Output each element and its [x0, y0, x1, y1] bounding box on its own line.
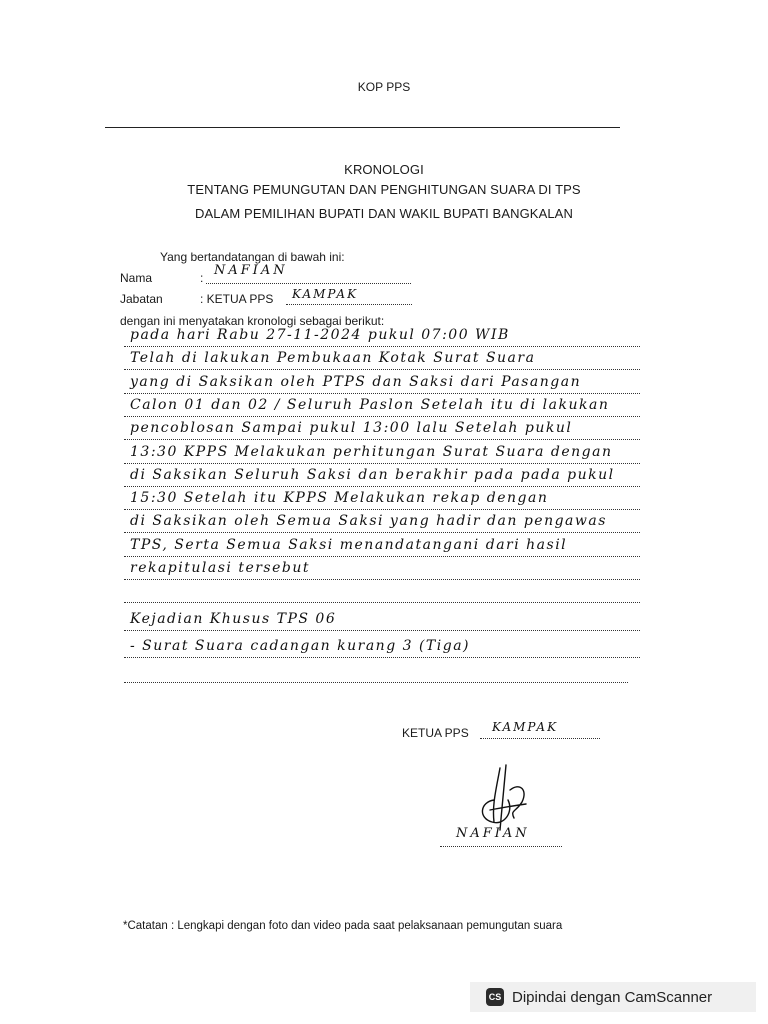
kronologi-dotted-line: [124, 509, 640, 510]
kronologi-dotted-line: [124, 393, 640, 394]
jabatan-prefix: : KETUA PPS: [200, 292, 274, 306]
kronologi-dotted-line: [124, 416, 640, 417]
kronologi-line: Calon 01 dan 02 / Seluruh Paslon Setelah itu di lakukan: [130, 396, 610, 413]
kronologi-dotted-line: [124, 682, 628, 683]
kronologi-line: pencoblosan Sampai pukul 13:00 lalu Setelah pukul: [130, 420, 573, 437]
camscanner-text: Dipindai dengan CamScanner: [512, 988, 713, 1006]
nama-handwritten: NAFIAN: [214, 263, 288, 278]
title-line-3: DALAM PEMILIHAN BUPATI DAN WAKIL BUPATI BANGKALAN: [195, 206, 573, 221]
signature-name-dotted-line: [440, 846, 562, 847]
kronologi-dotted-line: [124, 532, 640, 533]
jabatan-label: Jabatan: [120, 292, 163, 306]
jabatan-dotted-line: [286, 304, 412, 305]
kronologi-line: Telah di lakukan Pembukaan Kotak Surat Suara: [130, 350, 536, 367]
kronologi-dotted-line: [124, 463, 640, 464]
signature-name-handwritten: NAFIAN: [456, 826, 530, 841]
nama-dotted-line: [206, 283, 411, 284]
kronologi-dotted-line: [124, 602, 640, 603]
kronologi-line: rekapitulasi tersebut: [130, 560, 311, 576]
kronologi-dotted-line: [124, 346, 640, 347]
kronologi-line: Kejadian Khusus TPS 06: [130, 610, 337, 627]
title-line-2: TENTANG PEMUNGUTAN DAN PENGHITUNGAN SUARA DI TPS: [187, 182, 581, 197]
kronologi-line: pada hari Rabu 27-11-2024 pukul 07:00 WIB: [130, 327, 510, 343]
signature-label: KETUA PPS: [402, 726, 469, 740]
camscanner-watermark: [470, 982, 756, 1012]
signature-place-dotted-line: [480, 738, 600, 739]
kronologi-dotted-line: [124, 657, 640, 658]
kronologi-line: di Saksikan oleh Semua Saksi yang hadir dan pengawas: [130, 513, 607, 530]
kronologi-dotted-line: [124, 439, 640, 440]
kronologi-dotted-line: [124, 369, 640, 370]
intro-text: Yang bertandatangan di bawah ini:: [160, 250, 345, 264]
title-line-1: KRONOLOGI: [344, 162, 424, 177]
kronologi-dotted-line: [124, 556, 640, 557]
footnote: *Catatan : Lengkapi dengan foto dan video pada saat pelaksanaan pemungutan suara: [123, 920, 563, 932]
kronologi-line: TPS, Serta Semua Saksi menandatangani dari hasil: [130, 536, 568, 553]
kronologi-line: - Surat Suara cadangan kurang 3 (Tiga): [130, 637, 471, 654]
header-divider: [105, 127, 620, 128]
statement-text: dengan ini menyatakan kronologi sebagai berikut:: [120, 314, 385, 328]
kronologi-dotted-line: [124, 630, 640, 631]
kronologi-dotted-line: [124, 579, 640, 580]
camscanner-icon: CS: [486, 988, 504, 1006]
kronologi-line: 13:30 KPPS Melakukan perhitungan Surat Suara dengan: [130, 443, 613, 460]
kronologi-line: yang di Saksikan oleh PTPS dan Saksi dari Pasangan: [130, 373, 582, 390]
nama-label: Nama: [120, 271, 153, 285]
kronologi-dotted-line: [124, 486, 640, 487]
nama-separator: :: [200, 271, 204, 285]
jabatan-handwritten: KAMPAK: [292, 287, 359, 301]
kop-header: KOP PPS: [357, 80, 411, 94]
signature-place-handwritten: KAMPAK: [492, 720, 559, 734]
kronologi-line: 15:30 Setelah itu KPPS Melakukan rekap dengan: [130, 490, 549, 507]
kronologi-line: di Saksikan Seluruh Saksi dan berakhir pada pada pukul: [130, 466, 615, 483]
